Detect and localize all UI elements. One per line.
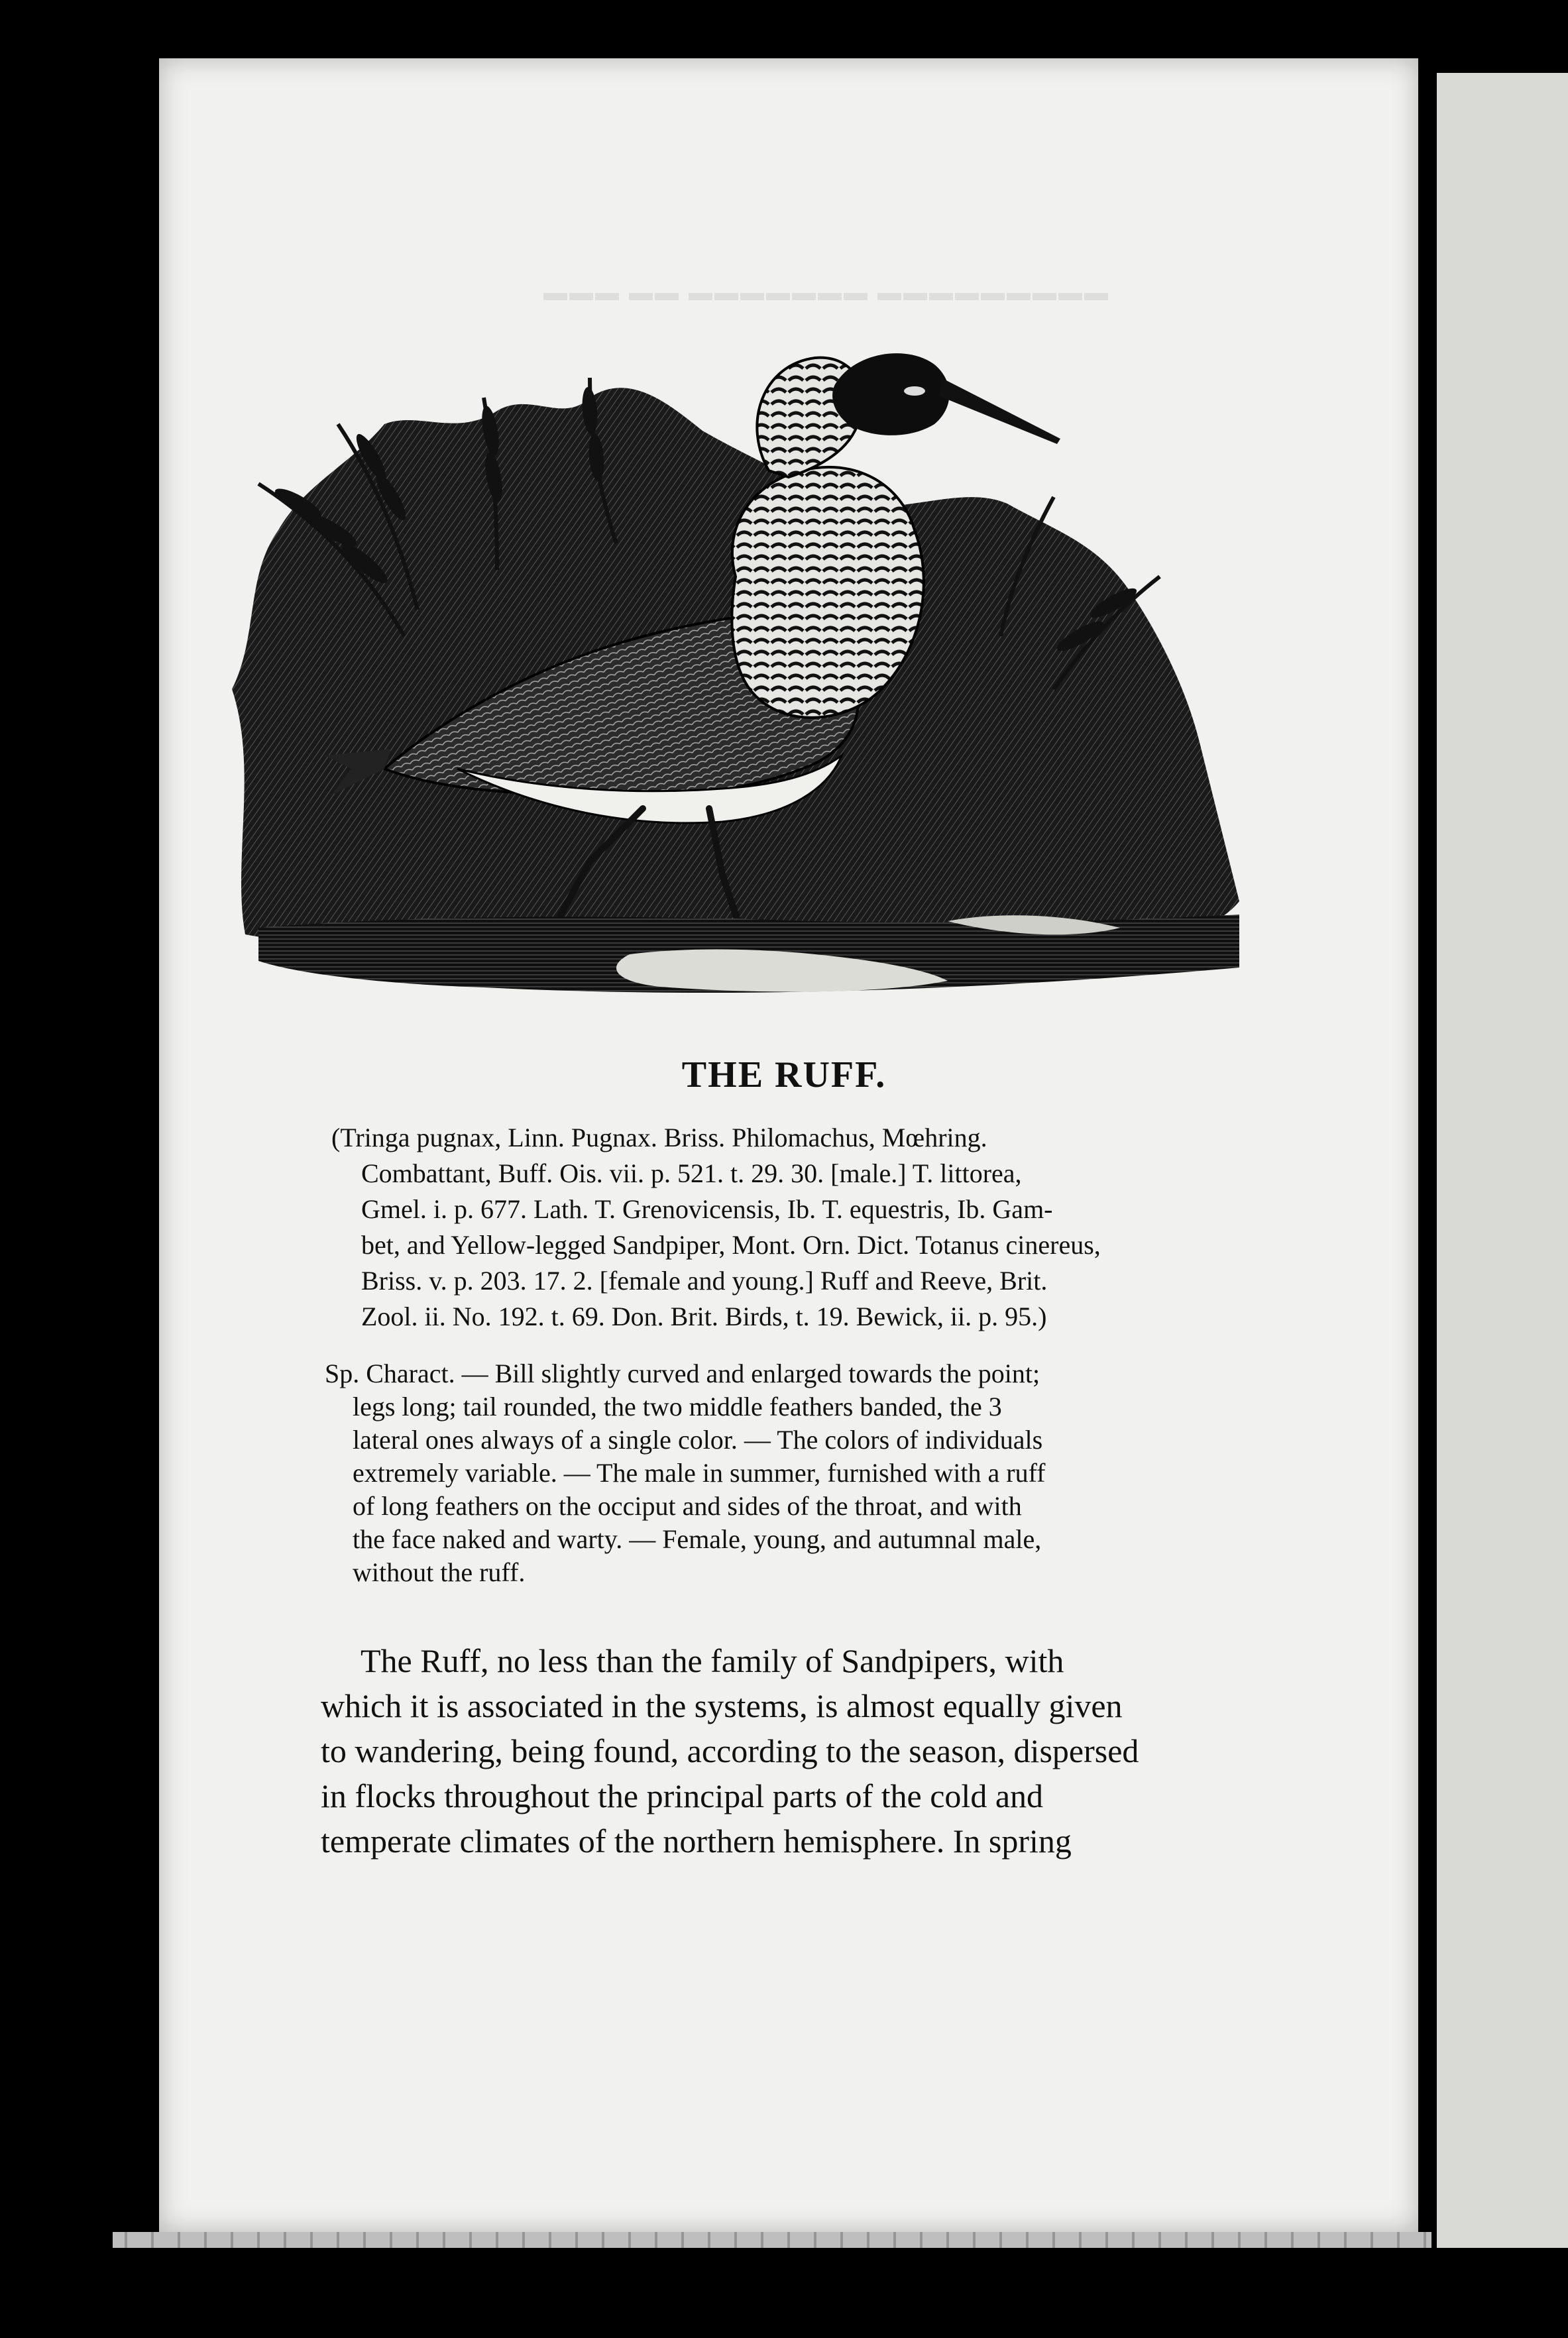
synonymy-line: Gmel. i. p. 677. Lath. T. Grenovicensis, Ib. T. equestris, Ib. Gam- (361, 1194, 1053, 1224)
synonymy-line: bet, and Yellow-legged Sandpiper, Mont. Orn. Dict. Totanus cinereus, (361, 1230, 1101, 1260)
facing-page-edge (1437, 73, 1568, 2260)
body-line: The Ruff, no less than the family of Sandpipers, with (361, 1642, 1064, 1679)
charact-line: without the ruff. (353, 1557, 526, 1587)
synonymy-line: (Tringa pugnax, Linn. Pugnax. Briss. Philomachus, Mœhring. (331, 1123, 987, 1152)
synonymy-line: Combattant, Buff. Ois. vii. p. 521. t. 29. 30. [male.] T. littorea, (361, 1158, 1022, 1188)
charact-line: Sp. Charact. — Bill slightly curved and enlarged towards the point; (325, 1359, 1040, 1388)
body-line: temperate climates of the northern hemisphere. In spring (321, 1822, 1072, 1860)
synonymy-line: Zool. ii. No. 192. t. 69. Don. Brit. Birds, t. 19. Bewick, ii. p. 95.) (361, 1302, 1047, 1331)
charact-line: lateral ones always of a single color. — The colors of individuals (353, 1425, 1043, 1455)
body-paragraph (321, 1638, 1249, 1864)
charact-line: of long feathers on the occiput and sides of the throat, and with (353, 1491, 1022, 1521)
charact-line: the face naked and warty. — Female, young, and autumnal male, (353, 1524, 1042, 1554)
page-title: THE RUFF. (681, 1054, 887, 1095)
synonymy-block (331, 1120, 1246, 1335)
species-character-block (325, 1357, 1246, 1589)
synonymy-line: Briss. v. p. 203. 17. 2. [female and young.] Ruff and Reeve, Brit. (361, 1266, 1048, 1296)
page-gutter (1418, 66, 1438, 2253)
page-bottom-edge (113, 2232, 1431, 2248)
scan-border (0, 2248, 1568, 2338)
body-line: to wandering, being found, according to the season, dispersed (321, 1732, 1139, 1769)
bleed-through-text: ▬▬▬ ▬▬ ▬▬▬▬▬▬▬ ▬▬▬▬▬▬▬▬▬ (543, 279, 1110, 306)
charact-line: extremely variable. — The male in summer, furnished with a ruff (353, 1458, 1046, 1488)
charact-line: legs long; tail rounded, the two middle feathers banded, the 3 (353, 1392, 1002, 1421)
ruff-engraving (219, 265, 1253, 1021)
body-line: which it is associated in the systems, is almost equally given (321, 1687, 1123, 1724)
body-line: in flocks throughout the principal parts of the cold and (321, 1777, 1044, 1814)
